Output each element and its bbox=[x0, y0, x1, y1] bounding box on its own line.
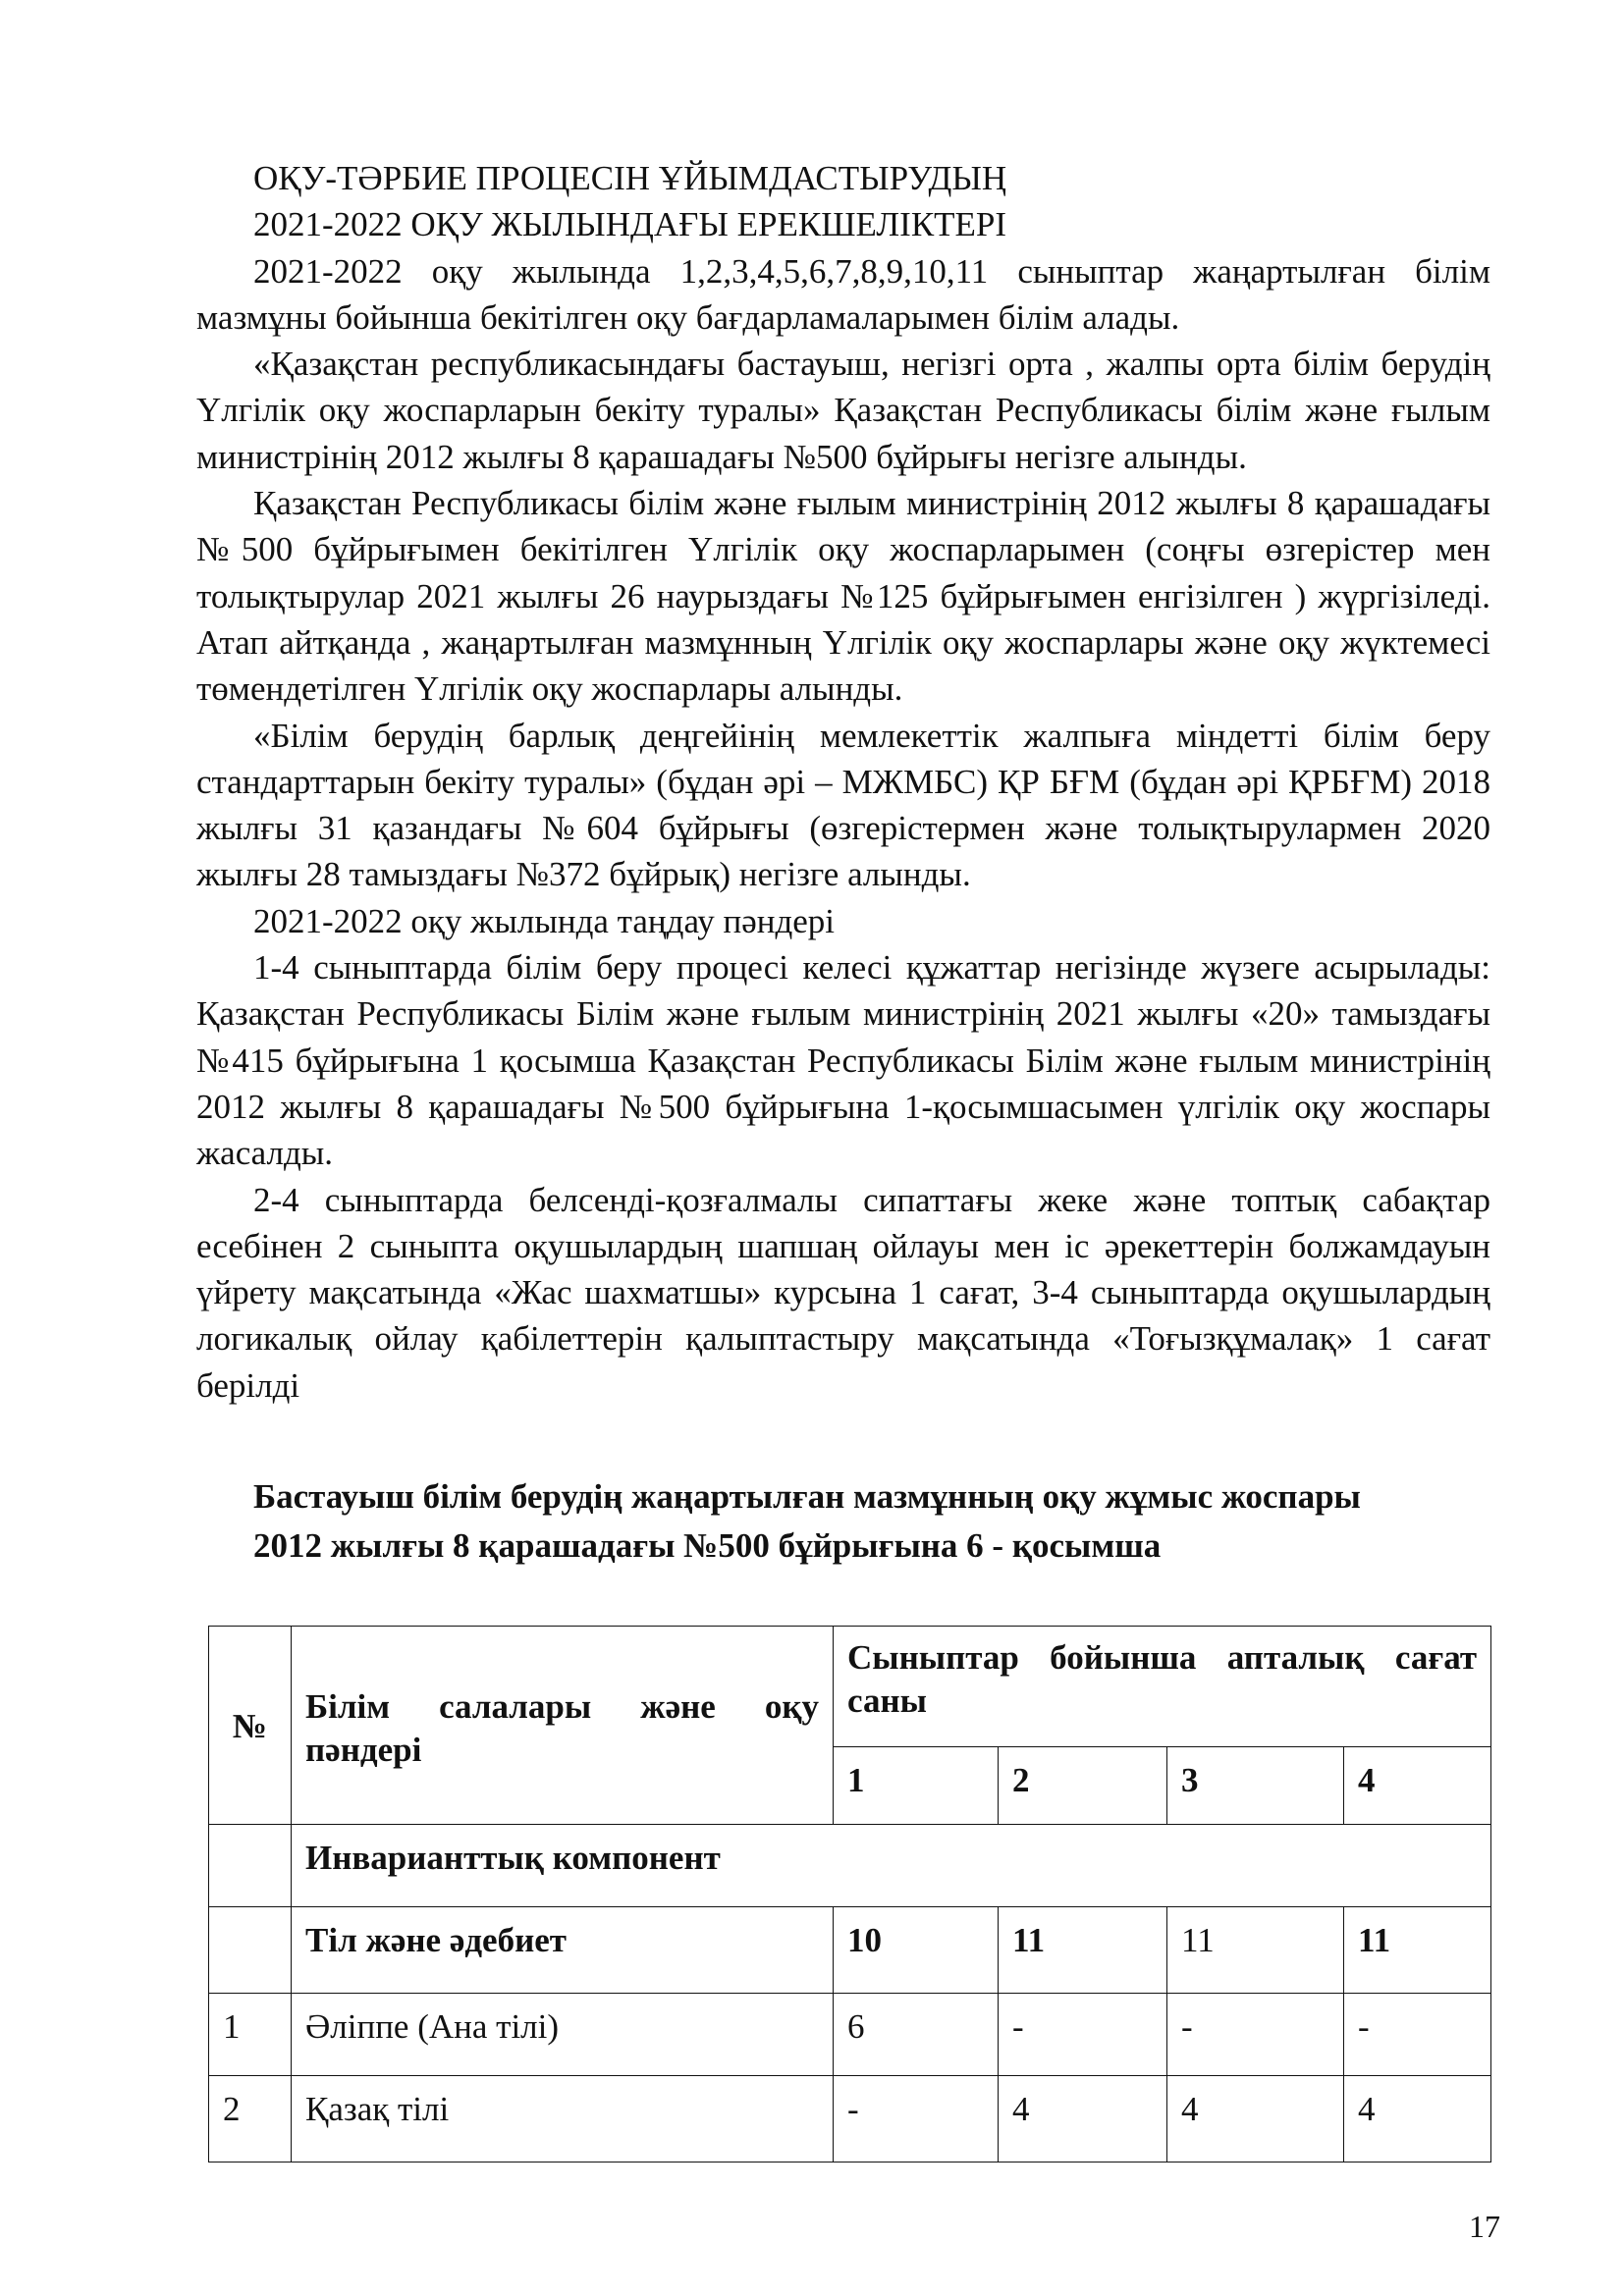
row-number: 2 bbox=[209, 2076, 292, 2163]
row-number bbox=[209, 1907, 292, 1994]
header-grade-2: 2 bbox=[999, 1747, 1167, 1825]
row-value-grade-2: 4 bbox=[999, 2076, 1167, 2163]
row-number bbox=[209, 1825, 292, 1907]
paragraph-3: Қазақстан Республикасы білім және ғылым министрінің 2012 жылғы 8 қарашадағы №500 бұйрығымен бекітілген Үлгілік оқу жоспарларымен (соңғы өзгерістер мен толықтырулар 2021 жылғы 26 наурыздағы №125 бұйрығымен енгізілген ) жүргізіледі. Атап айтқанда , жаңартылған мазмұнның Үлгілік оқу жоспарлары және оқу жүктемесі төмендетілген Үлгілік оқу жоспарлары алынды. bbox=[196, 484, 1490, 709]
page-number: 17 bbox=[1469, 2209, 1500, 2244]
paragraph-7: 2-4 сыныптарда белсенді-қозғалмалы сипаттағы жеке және топтық сабақтар есебінен 2 сыныпта оқушылардың шапшаң ойлауы мен іс әрекеттерін болжамдауын үйрету мақсатында «Жас шахматшы» курсына 1 сағат, 3-4 сыныптарда оқушылардың логикалық ойлау қабілеттерін қалыптастыру мақсатында «Тоғызқұмалақ» 1 сағат берілді bbox=[196, 1180, 1490, 1405]
heading-line-2: 2021-2022 ОҚУ ЖЫЛЫНДАҒЫ ЕРЕКШЕЛІКТЕРІ bbox=[253, 205, 1007, 244]
row-subject: Әліппе (Ана тілі) bbox=[292, 1994, 834, 2076]
row-value-grade-2: 11 bbox=[999, 1907, 1167, 1994]
table-row bbox=[209, 1994, 1491, 2076]
row-subject: Қазақ тілі bbox=[292, 2076, 834, 2163]
row-value-grade-4: 11 bbox=[1344, 1907, 1491, 1994]
row-value-grade-3: - bbox=[1167, 1994, 1344, 2076]
row-subject: Тіл және әдебиет bbox=[292, 1907, 834, 1994]
header-grade-1: 1 bbox=[834, 1747, 999, 1825]
row-value-grade-1: - bbox=[834, 2076, 999, 2163]
row-value-grade-4: 4 bbox=[1344, 2076, 1491, 2163]
row-value-grade-3: 11 bbox=[1167, 1907, 1344, 1994]
paragraph-2: «Қазақстан республикасындағы бастауыш, негізгі орта , жалпы орта білім берудің Үлгілік оқу жоспарларын бекіту туралы» Қазақстан Республикасы білім және ғылым министрінің 2012 жылғы 8 қарашадағы №500 бұйрығы негізге алынды. bbox=[196, 345, 1490, 476]
paragraph-5: 2021-2022 оқу жылында таңдау пәндері bbox=[253, 901, 836, 940]
paragraph-1: 2021-2022 оқу жылында 1,2,3,4,5,6,7,8,9,10,11 сыныптар жаңартылған білім мазмұны бойынша бекітілген оқу бағдарламаларымен білім алады. bbox=[196, 251, 1490, 337]
table-row bbox=[209, 1825, 1491, 1907]
row-value-grade-2: - bbox=[999, 1994, 1167, 2076]
header-subjects-line-1: Білім салалары және оқу bbox=[305, 1687, 819, 1726]
row-value-grade-3: 4 bbox=[1167, 2076, 1344, 2163]
paragraph-4: «Білім берудің барлық деңгейінің мемлекеттік жалпыға міндетті білім беру стандарттарын бекіту туралы» (бұдан әрі – МЖМБС) ҚР БҒМ (бұдан әрі ҚРБҒМ) 2018 жылғы 31 қазандағы №604 бұйрығы (өзгерістермен және толықтырулармен 2020 жылғы 28 тамыздағы №372 бұйрық) негізге алынды. bbox=[196, 716, 1490, 894]
paragraph-6: 1-4 сыныптарда білім беру процесі келесі құжаттар негізінде жүзеге асырылады: Қазақстан Республикасы Білім және ғылым министрінің 2021 жылғы «20» тамыздағы №415 бұйрығына 1 қосымша Қазақстан Республикасы Білім және ғылым министрінің 2012 жылғы 8 қарашадағы №500 бұйрығына 1-қосымшасымен үлгілік оқу жоспары жасалды. bbox=[196, 948, 1490, 1173]
heading-line-1: ОҚУ-ТӘРБИЕ ПРОЦЕСІН ҰЙЫМДАСТЫРУДЫҢ bbox=[253, 159, 1007, 197]
curriculum-table bbox=[208, 1626, 1491, 2163]
header-grade-4: 4 bbox=[1344, 1747, 1491, 1825]
header-classes: Сыныптар бойынша апталық сағат саны bbox=[834, 1627, 1491, 1747]
table-title-line-1: Бастауыш білім берудің жаңартылған мазмұнның оқу жұмыс жоспары bbox=[253, 1477, 1361, 1516]
row-value-grade-4: - bbox=[1344, 1994, 1491, 2076]
row-number: 1 bbox=[209, 1994, 292, 2076]
table-row bbox=[209, 1907, 1491, 1994]
table-row bbox=[209, 2076, 1491, 2163]
header-grade-3: 3 bbox=[1167, 1747, 1344, 1825]
body-text bbox=[196, 155, 1490, 1409]
row-value-grade-1: 10 bbox=[834, 1907, 999, 1994]
table-title bbox=[253, 1472, 1492, 1571]
table-header-row bbox=[209, 1627, 1491, 1747]
header-subjects bbox=[292, 1627, 834, 1825]
row-value-grade-1: 6 bbox=[834, 1994, 999, 2076]
header-subjects-line-2: пәндері bbox=[305, 1731, 422, 1769]
header-number: № bbox=[209, 1627, 292, 1825]
row-subject: Инварианттық компонент bbox=[292, 1825, 1491, 1907]
table-title-line-2: 2012 жылғы 8 қарашадағы №500 бұйрығына 6 - қосымша bbox=[253, 1526, 1162, 1565]
